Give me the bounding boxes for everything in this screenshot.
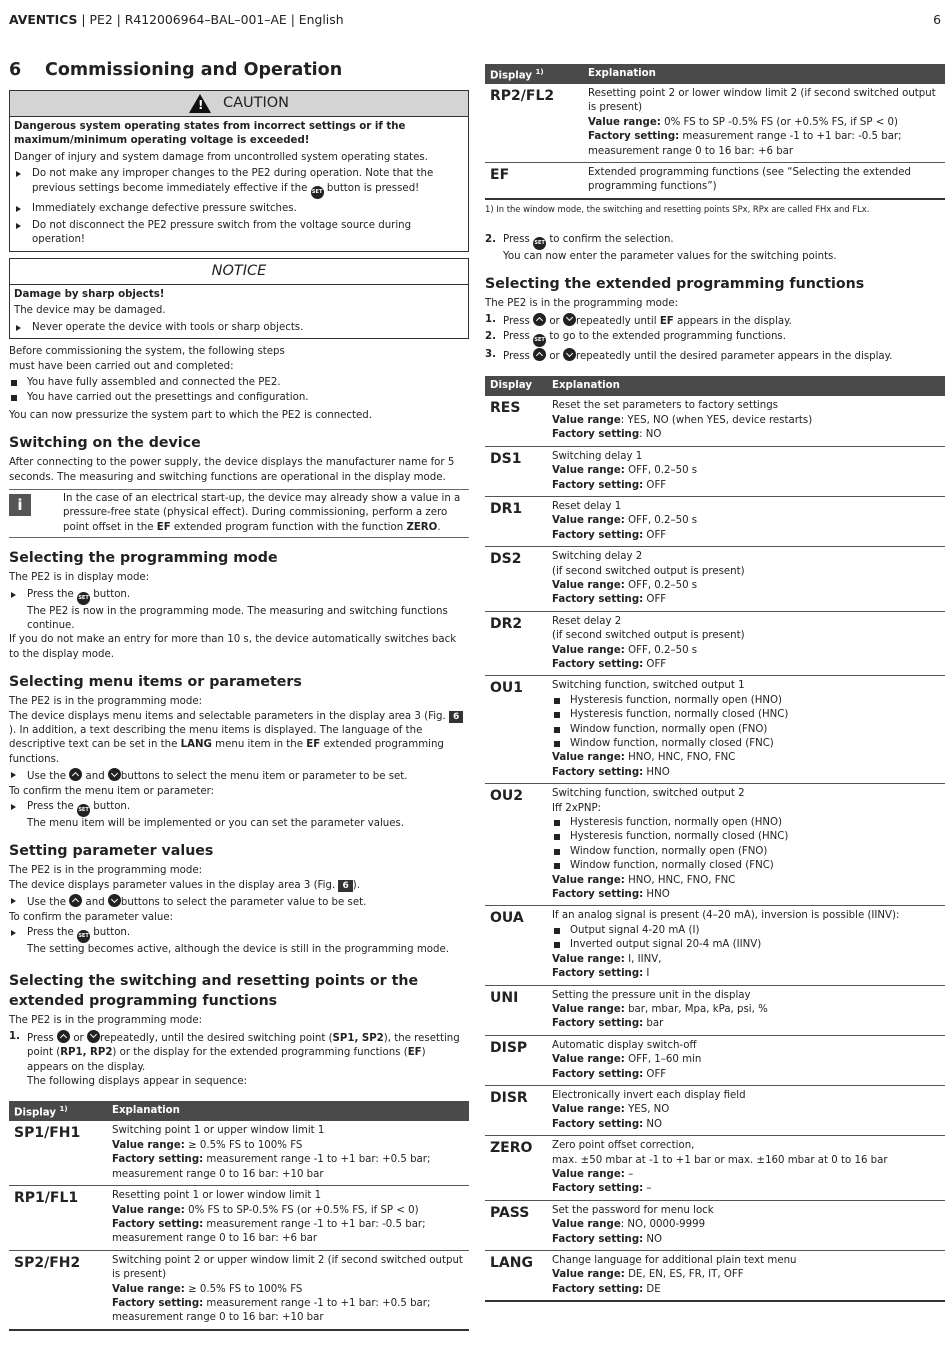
value-range: Value range: HNO, HNC, FNO, FNC <box>552 752 736 764</box>
display-code: DS2 <box>485 547 547 612</box>
table-row <box>485 676 945 784</box>
value-range: Value range: NO, 0000-9999 <box>552 1219 706 1231</box>
display-code: ZERO <box>485 1136 547 1201</box>
explanation-cell <box>547 1085 945 1135</box>
value-range: Value range: OFF, 0.2–50 s <box>552 644 698 656</box>
arrow-down-icon <box>108 894 121 907</box>
explanation-cell <box>107 1186 469 1251</box>
paragraph: If you do not make an entry for more than 10 s, the device automatically switches back to the display mode. <box>9 634 457 660</box>
value-range: Value range: I, IINV, <box>552 953 662 965</box>
set-button-icon: SET <box>77 592 90 605</box>
value-range: Value range: bar, mbar, Mpa, kPa, psi, % <box>552 1003 768 1015</box>
table-row <box>9 1186 469 1251</box>
arrow-up-icon <box>533 313 546 326</box>
paragraph: To confirm the menu item or parameter: <box>9 785 215 797</box>
brand-name: AVENTICS <box>9 12 78 27</box>
row-description: Setting the pressure unit in the display <box>552 989 751 1001</box>
table-row <box>485 163 945 199</box>
caution-box <box>9 90 469 252</box>
arrow-down-icon <box>563 348 576 361</box>
page-number: 6 <box>933 12 941 27</box>
right-column <box>485 58 945 1302</box>
heading-sel-menu: Selecting menu items or parameters <box>9 674 302 691</box>
row-description: Set the password for menu lock <box>552 1204 714 1216</box>
factory-setting: Factory setting: OFF <box>552 529 667 541</box>
display-code: OU1 <box>485 676 547 784</box>
value-range: Value range: – <box>552 1168 634 1180</box>
row-description: Extended programming functions (see “Selecting the extended programming functions”) <box>588 167 911 193</box>
display-code: DR1 <box>485 496 547 546</box>
caution-label: CAUTION <box>222 95 290 112</box>
col-display: Display $^{1)}$ <box>485 64 583 84</box>
explanation-cell <box>547 676 945 784</box>
set-button-icon: SET <box>533 334 546 347</box>
explanation-cell <box>547 496 945 546</box>
option-item: Window function, normally open (FNO) <box>552 723 945 737</box>
arrow-up-icon <box>533 348 546 361</box>
factory-setting: Factory setting: NO <box>552 1118 663 1130</box>
explanation-cell <box>547 396 945 446</box>
prereq-item: You have fully assembled and connected the PE2. <box>9 376 469 390</box>
option-item: Output signal 4-20 mA (I) <box>552 924 945 938</box>
left-column <box>9 58 469 1331</box>
factory-setting: Factory setting: OFF <box>552 658 667 670</box>
value-range: Value range: OFF, 1–60 min <box>552 1054 702 1066</box>
table-row <box>485 1200 945 1250</box>
explanation-cell <box>547 1136 945 1201</box>
numbered-step: 2. Press SET to go to the extended programming functions. <box>485 330 945 347</box>
row-description: If an analog signal is present (4–20 mA), inversion is possible (IINV): <box>552 910 900 922</box>
value-range: Value range: ≥ 0.5% FS to 100% FS <box>112 1283 303 1295</box>
row-description: Electronically invert each display field <box>552 1089 746 1101</box>
display-table-1 <box>9 1101 469 1330</box>
result: The PE2 is now in the programming mode. The measuring and switching functions continue. <box>27 605 448 631</box>
option-item: Hysteresis function, normally open (HNO) <box>552 694 945 708</box>
notice-text: The device may be damaged. <box>14 305 166 317</box>
pressurize-text: You can now pressurize the system part to which the PE2 is connected. <box>9 409 372 421</box>
table-row <box>9 1250 469 1330</box>
explanation-cell <box>547 1035 945 1085</box>
paragraph: The PE2 is in display mode: <box>9 572 150 584</box>
factory-setting: Factory setting: measurement range -1 to +1 bar: -0.5 bar; measurement range 0 to 16 bar: +6 bar <box>112 1218 426 1245</box>
table-row <box>485 1251 945 1302</box>
explanation-cell <box>583 163 945 199</box>
set-button-icon: SET <box>311 186 324 199</box>
display-code: OUA <box>485 906 547 985</box>
caution-heading: Dangerous system operating states from incorrect settings or if the maximum/minimum operating voltage is exceeded! <box>14 121 406 147</box>
explanation-cell <box>547 906 945 985</box>
heading-sel-prog: Selecting the programming mode <box>9 550 278 567</box>
figure-ref: 6 <box>449 711 463 723</box>
row-description: Reset delay 2 <box>552 615 622 627</box>
row-description: Reset the set parameters to factory settings <box>552 400 778 412</box>
paragraph: The PE2 is in the programming mode: <box>485 298 679 310</box>
notice-heading: Damage by sharp objects! <box>14 288 165 300</box>
step: Press the SET button. <box>9 588 469 605</box>
page-header <box>9 10 941 30</box>
factory-setting: Factory setting: NO <box>552 1233 663 1245</box>
caution-text: Danger of injury and system damage from uncontrolled system operating states. <box>14 151 428 163</box>
figure-ref: 6 <box>338 880 352 892</box>
col-explanation: Explanation <box>107 1101 469 1121</box>
result: You can now enter the parameter values for the switching points. <box>503 250 837 262</box>
numbered-step: 3. Press or repeatedly until the desired parameter appears in the display. <box>485 349 893 363</box>
result: The menu item will be implemented or you can set the parameter values. <box>27 818 405 829</box>
footnote: 1) In the window mode, the switching and resetting points SPx, RPx are called FHx and FLx. <box>485 203 870 214</box>
warning-icon: ! <box>189 94 211 113</box>
switching-on-text: After connecting to the power supply, the device displays the manufacturer name for 5 seconds. The measuring and switching functions are operational in the display mode. <box>9 457 455 483</box>
row-description: Change language for additional plain text menu <box>552 1255 797 1266</box>
value-range: Value range: YES, NO (when YES, device restarts) <box>552 414 813 426</box>
option-item: Window function, normally closed (FNC) <box>552 737 945 751</box>
caution-bullet: Do not make any improper changes to the PE2 during operation. Note that the previous settings become immediately effective if the SET button is pressed! <box>14 167 464 198</box>
row-description: Iff 2xPNP: <box>552 802 602 814</box>
display-table-2 <box>485 64 945 200</box>
result: The following displays appear in sequence: <box>27 1076 248 1088</box>
display-code: PASS <box>485 1200 547 1250</box>
factory-setting: Factory setting: OFF <box>552 1068 667 1080</box>
display-code: SP2/FH2 <box>9 1250 107 1330</box>
factory-setting: Factory setting: DE <box>552 1283 661 1295</box>
display-code: RP2/FL2 <box>485 84 583 163</box>
factory-setting: Factory setting: bar <box>552 1018 664 1030</box>
factory-setting: Factory setting: HNO <box>552 766 670 778</box>
factory-setting: Factory setting: I <box>552 968 650 980</box>
row-description: Switching delay 1 <box>552 450 643 462</box>
value-range: Value range: OFF, 0.2–50 s <box>552 515 698 527</box>
paragraph: The device displays menu items and selectable parameters in the display area 3 (Fig. 6). In addition, a text describing the menu items is displayed. The language of the descriptive text can be set in the LANG menu item in the EF extended programming functions. <box>9 710 469 768</box>
info-box <box>9 489 469 538</box>
arrow-up-icon <box>69 894 82 907</box>
heading-sel-switch: Selecting the switching and resetting points or the extended programming functions <box>9 973 419 1010</box>
set-button-icon: SET <box>533 237 546 250</box>
option-item: Hysteresis function, normally closed (HNC) <box>552 830 945 844</box>
display-code: DR2 <box>485 611 547 676</box>
notice-bullet: Never operate the device with tools or sharp objects. <box>14 321 464 335</box>
value-range: Value range: 0% FS to SP-0.5% FS (or +0.5% FS, if SP < 0) <box>112 1204 419 1216</box>
info-text: In the case of an electrical start-up, the device may already show a value in a pressure-free state (physical effect). During commissioning, perform a zero point offset in the EF extended program function with the function ZERO. <box>63 492 461 533</box>
row-description: Resetting point 2 or lower window limit 2 (if second switched output is present) <box>588 88 936 114</box>
arrow-up-icon <box>57 1030 70 1043</box>
heading-sel-ext: Selecting the extended programming functions <box>485 276 865 293</box>
value-range: Value range: 0% FS to SP -0.5% FS (or +0.5% FS, if SP < 0) <box>588 116 899 128</box>
paragraph: To confirm the parameter value: <box>9 911 174 923</box>
option-item: Inverted output signal 20-4 mA (IINV) <box>552 938 945 952</box>
row-description: Switching function, switched output 1 <box>552 680 745 692</box>
notice-box <box>9 258 469 339</box>
value-range: Value range: ≥ 0.5% FS to 100% FS <box>112 1139 303 1151</box>
paragraph: The PE2 is in the programming mode: <box>9 1015 203 1027</box>
factory-setting: Factory setting: NO <box>552 429 662 441</box>
before-text: must have been carried out and completed: <box>9 361 234 373</box>
set-button-icon: SET <box>77 804 90 817</box>
factory-setting: Factory setting: measurement range -1 to +1 bar: -0.5 bar; measurement range 0 to 16 bar: +6 bar <box>588 131 902 157</box>
row-description: Switching delay 2 <box>552 551 643 563</box>
explanation-cell <box>547 547 945 612</box>
table-row <box>485 1035 945 1085</box>
table-row <box>485 396 945 446</box>
table-row <box>485 906 945 985</box>
factory-setting: Factory setting: OFF <box>552 594 667 606</box>
row-description: Reset delay 1 <box>552 500 622 512</box>
extended-functions-table <box>485 376 945 1302</box>
value-range: Value range: OFF, 0.2–50 s <box>552 465 698 477</box>
factory-setting: Factory setting: measurement range -1 to +1 bar: +0.5 bar; measurement range 0 to 16 bar: +10 bar <box>112 1297 431 1324</box>
col-explanation: Explanation <box>547 376 945 396</box>
option-item: Hysteresis function, normally open (HNO) <box>552 816 945 830</box>
explanation-cell <box>547 446 945 496</box>
factory-setting: Factory setting: – <box>552 1183 652 1195</box>
row-description: Zero point offset correction, <box>552 1140 695 1152</box>
caution-bullet: Do not disconnect the PE2 pressure switch from the voltage source during operation! <box>14 219 464 248</box>
value-range: Value range: YES, NO <box>552 1104 670 1116</box>
row-description: Switching function, switched output 2 <box>552 788 745 800</box>
explanation-cell <box>547 611 945 676</box>
table-row <box>485 446 945 496</box>
step: Use the and buttons to select the parameter value to be set. <box>9 894 469 910</box>
factory-setting: Factory setting: OFF <box>552 479 667 491</box>
table-row <box>9 1121 469 1185</box>
doc-id: | PE2 | R412006964–BAL–001–AE | English <box>77 12 344 27</box>
table-row <box>485 496 945 546</box>
row-description: Automatic display switch-off <box>552 1039 697 1051</box>
option-item: Window function, normally closed (FNC) <box>552 859 945 873</box>
display-code: LANG <box>485 1251 547 1302</box>
table-row <box>485 784 945 906</box>
table-row <box>485 1085 945 1135</box>
step: Use the and buttons to select the menu item or parameter to be set. <box>9 768 469 784</box>
explanation-cell <box>547 1200 945 1250</box>
paragraph: The device displays parameter values in the display area 3 (Fig. 6 ). <box>9 879 360 891</box>
factory-setting: Factory setting: measurement range -1 to +1 bar: +0.5 bar; measurement range 0 to 16 bar: +10 bar <box>112 1154 431 1180</box>
row-description: max. ±50 mbar at -1 to +1 bar or max. ±160 mbar at 0 to 16 bar <box>552 1154 888 1166</box>
display-code: UNI <box>485 985 547 1035</box>
factory-setting: Factory setting: HNO <box>552 889 670 901</box>
explanation-cell <box>547 784 945 906</box>
result: The setting becomes active, although the device is still in the programming mode. <box>27 944 449 956</box>
notice-label: NOTICE <box>10 259 468 285</box>
arrow-down-icon <box>87 1030 100 1043</box>
numbered-step: 2. Press SET to confirm the selection. <box>485 233 945 250</box>
explanation-cell <box>107 1250 469 1330</box>
numbered-step: 1. Press or repeatedly until EF appears in the display. <box>485 313 792 327</box>
display-code: SP1/FH1 <box>9 1121 107 1185</box>
col-display: Display <box>485 376 547 396</box>
display-code: RES <box>485 396 547 446</box>
value-range: Value range: HNO, HNC, FNO, FNC <box>552 874 736 886</box>
row-description: (if second switched output is present) <box>552 565 745 577</box>
option-item: Window function, normally open (FNO) <box>552 845 945 859</box>
display-code: RP1/FL1 <box>9 1186 107 1251</box>
step: Press the SET button. <box>9 800 469 817</box>
value-range: Value range: OFF, 0.2–50 s <box>552 579 698 591</box>
display-code: OU2 <box>485 784 547 906</box>
table-row <box>485 611 945 676</box>
row-description: Switching point 1 or upper window limit 1 <box>112 1125 325 1137</box>
row-description: (if second switched output is present) <box>552 630 745 642</box>
option-item: Hysteresis function, normally closed (HNC) <box>552 708 945 722</box>
explanation-cell <box>547 985 945 1035</box>
display-code: DS1 <box>485 446 547 496</box>
info-icon: i <box>9 494 31 516</box>
caution-bullet: Immediately exchange defective pressure switches. <box>14 202 464 216</box>
heading-switching-on: Switching on the device <box>9 435 201 452</box>
arrow-up-icon <box>69 768 82 781</box>
caution-header <box>10 91 468 117</box>
prereq-item: You have carried out the presettings and configuration. <box>9 391 469 405</box>
arrow-down-icon <box>108 768 121 781</box>
arrow-down-icon <box>563 313 576 326</box>
heading-set-param: Setting parameter values <box>9 843 214 860</box>
table-row <box>485 84 945 163</box>
value-range: Value range: DE, EN, ES, FR, IT, OFF <box>552 1269 744 1281</box>
col-display: Display $^{1)}$ <box>9 1101 107 1121</box>
display-code: DISP <box>485 1035 547 1085</box>
explanation-cell <box>547 1251 945 1302</box>
paragraph: The PE2 is in the programming mode: <box>9 865 203 877</box>
paragraph: The PE2 is in the programming mode: <box>9 696 203 708</box>
table-row <box>485 547 945 612</box>
set-button-icon: SET <box>77 930 90 943</box>
row-description: Switching point 2 or upper window limit 2 (if second switched output is present) <box>112 1254 463 1281</box>
display-code: DISR <box>485 1085 547 1135</box>
display-code: EF <box>485 163 583 199</box>
explanation-cell <box>107 1121 469 1185</box>
table-row <box>485 1136 945 1201</box>
before-text: Before commissioning the system, the following steps <box>9 346 285 358</box>
row-description: Resetting point 1 or lower window limit 1 <box>112 1190 322 1202</box>
section-title: 6 Commissioning and Operation <box>9 60 343 80</box>
col-explanation: Explanation <box>583 64 945 84</box>
step: Press the SET button. <box>9 926 469 943</box>
explanation-cell <box>583 84 945 163</box>
table-row <box>485 985 945 1035</box>
numbered-step: 1. Press or repeatedly, until the desired switching point (SP1, SP2), the resetting point (RP1, RP2) or the display for the extended programming functions (EF) appears on the display. <box>9 1030 460 1073</box>
